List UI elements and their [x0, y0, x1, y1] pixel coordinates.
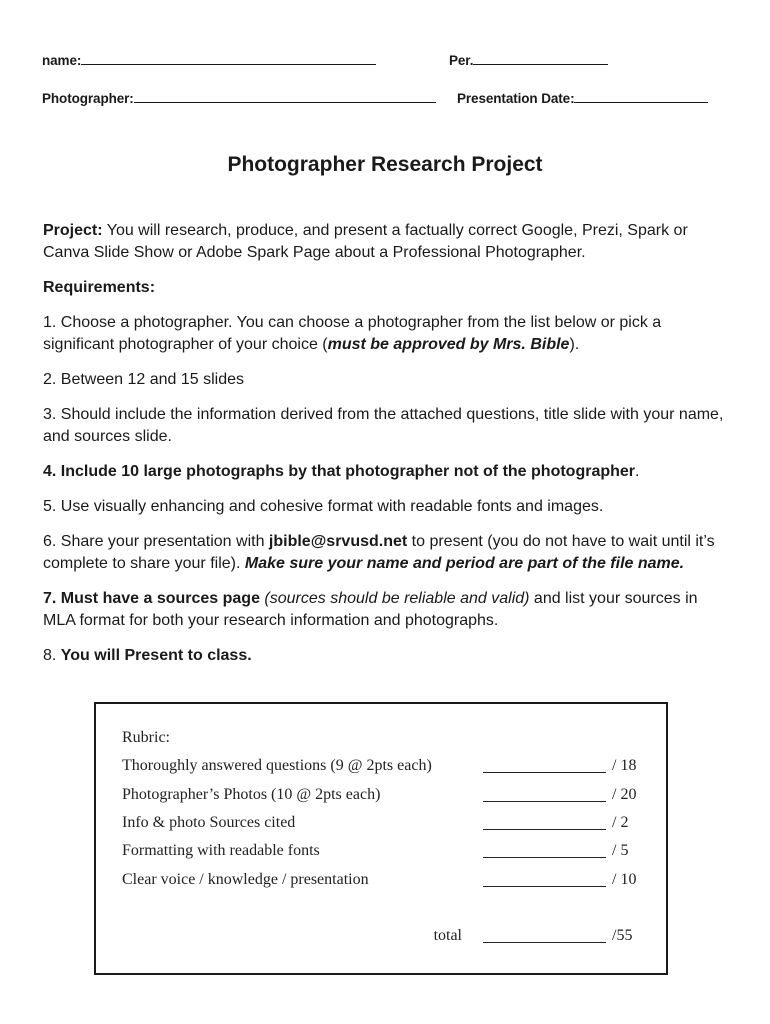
- rubric-row: [122, 757, 642, 779]
- requirement-6-text: 6. Share your presentation with: [43, 533, 269, 550]
- rubric-criterion: Clear voice / knowledge / presentation: [122, 871, 369, 888]
- requirement-7: [43, 588, 733, 632]
- project-label: Project:: [43, 222, 103, 239]
- page-title: Photographer Research Project: [227, 153, 543, 176]
- photographer-blank-line[interactable]: [134, 91, 436, 103]
- requirement-4: [43, 461, 733, 483]
- rubric-points: / 20: [612, 786, 637, 803]
- requirement-3: 3. Should include the information derived from the attached questions, title slide with your name, and sources slide.: [43, 406, 724, 445]
- rubric-row: [122, 842, 642, 864]
- project-text: You will research, produce, and present a factually correct Google, Prezi, Spark or Canva Slide Show or Adobe Spark Page about a Professional Photographer.: [43, 222, 688, 261]
- requirement-8-bold: You will Present to class.: [60, 647, 252, 664]
- share-email-link[interactable]: jbible@srvusd.net: [268, 533, 408, 550]
- requirement-1: [43, 312, 733, 356]
- requirement-4-bold: 4. Include 10 large photographs by that photographer not of the photographer: [43, 463, 636, 480]
- rubric-points: / 18: [612, 757, 637, 774]
- rubric-score-blank[interactable]: [483, 801, 606, 802]
- rubric-score-blank[interactable]: [483, 886, 606, 887]
- requirement-8-number: 8.: [43, 647, 61, 664]
- requirement-1-emphasis: must be approved by Mrs. Bible: [327, 336, 570, 353]
- rubric-criterion: Formatting with readable fonts: [122, 842, 320, 859]
- rubric-score-blank[interactable]: [483, 829, 606, 830]
- period-label: Per.: [449, 53, 474, 68]
- rubric-criterion: Info & photo Sources cited: [122, 814, 296, 831]
- requirement-7-bold: 7. Must have a sources page: [43, 590, 260, 607]
- photographer-label: Photographer:: [42, 91, 134, 106]
- presentation-date-label: Presentation Date:: [457, 91, 575, 106]
- rubric-points: / 10: [612, 871, 637, 888]
- name-blank-line[interactable]: [81, 53, 376, 65]
- rubric-heading: Rubric:: [122, 729, 170, 746]
- requirement-5: 5. Use visually enhancing and cohesive format with readable fonts and images.: [43, 498, 604, 515]
- photographer-field[interactable]: [42, 91, 436, 106]
- rubric-score-blank[interactable]: [483, 857, 606, 858]
- requirement-7-italic: (sources should be reliable and valid): [259, 590, 530, 607]
- document-body: [43, 220, 733, 680]
- presentation-date-field[interactable]: [457, 91, 708, 106]
- rubric-box: [94, 702, 668, 975]
- requirement-7-text: and list your sources in MLA format for both your research information and photographs.: [43, 590, 698, 629]
- name-label: name:: [42, 53, 82, 68]
- requirement-6-emphasis: Make sure your name and period are part of the file name.: [244, 555, 685, 572]
- requirement-2: 2. Between 12 and 15 slides: [43, 371, 245, 388]
- rubric-row: [122, 814, 642, 836]
- rubric-points: / 2: [612, 814, 629, 831]
- project-paragraph: [43, 220, 733, 264]
- rubric-criterion: Thoroughly answered questions (9 @ 2pts each): [122, 757, 432, 774]
- requirement-6-text2: to present (you do not have to wait until it’s complete to share your file).: [43, 533, 715, 572]
- requirement-4-end: .: [635, 463, 640, 480]
- rubric-criterion: Photographer’s Photos (10 @ 2pts each): [122, 786, 381, 803]
- rubric-row: [122, 786, 642, 808]
- rubric-total-row: [122, 927, 642, 949]
- rubric-total-blank[interactable]: [483, 942, 606, 943]
- period-blank-line[interactable]: [473, 53, 608, 65]
- rubric-total-label: total: [433, 927, 462, 944]
- requirements-label: Requirements:: [43, 279, 156, 296]
- requirement-6: [43, 531, 733, 575]
- requirements-heading: [43, 277, 733, 299]
- rubric-points: / 5: [612, 842, 629, 859]
- requirement-8: [43, 645, 733, 667]
- period-field[interactable]: [449, 53, 608, 68]
- requirement-1-text: 1. Choose a photographer. You can choose a photographer from the list below or pick a significant photographer of your choice (: [43, 314, 662, 353]
- requirement-1-end: ).: [569, 336, 580, 353]
- presentation-date-blank-line[interactable]: [574, 91, 708, 103]
- rubric-total-points: /55: [612, 927, 633, 944]
- rubric-score-blank[interactable]: [483, 772, 606, 773]
- name-field[interactable]: [42, 53, 376, 68]
- rubric-row: [122, 871, 642, 893]
